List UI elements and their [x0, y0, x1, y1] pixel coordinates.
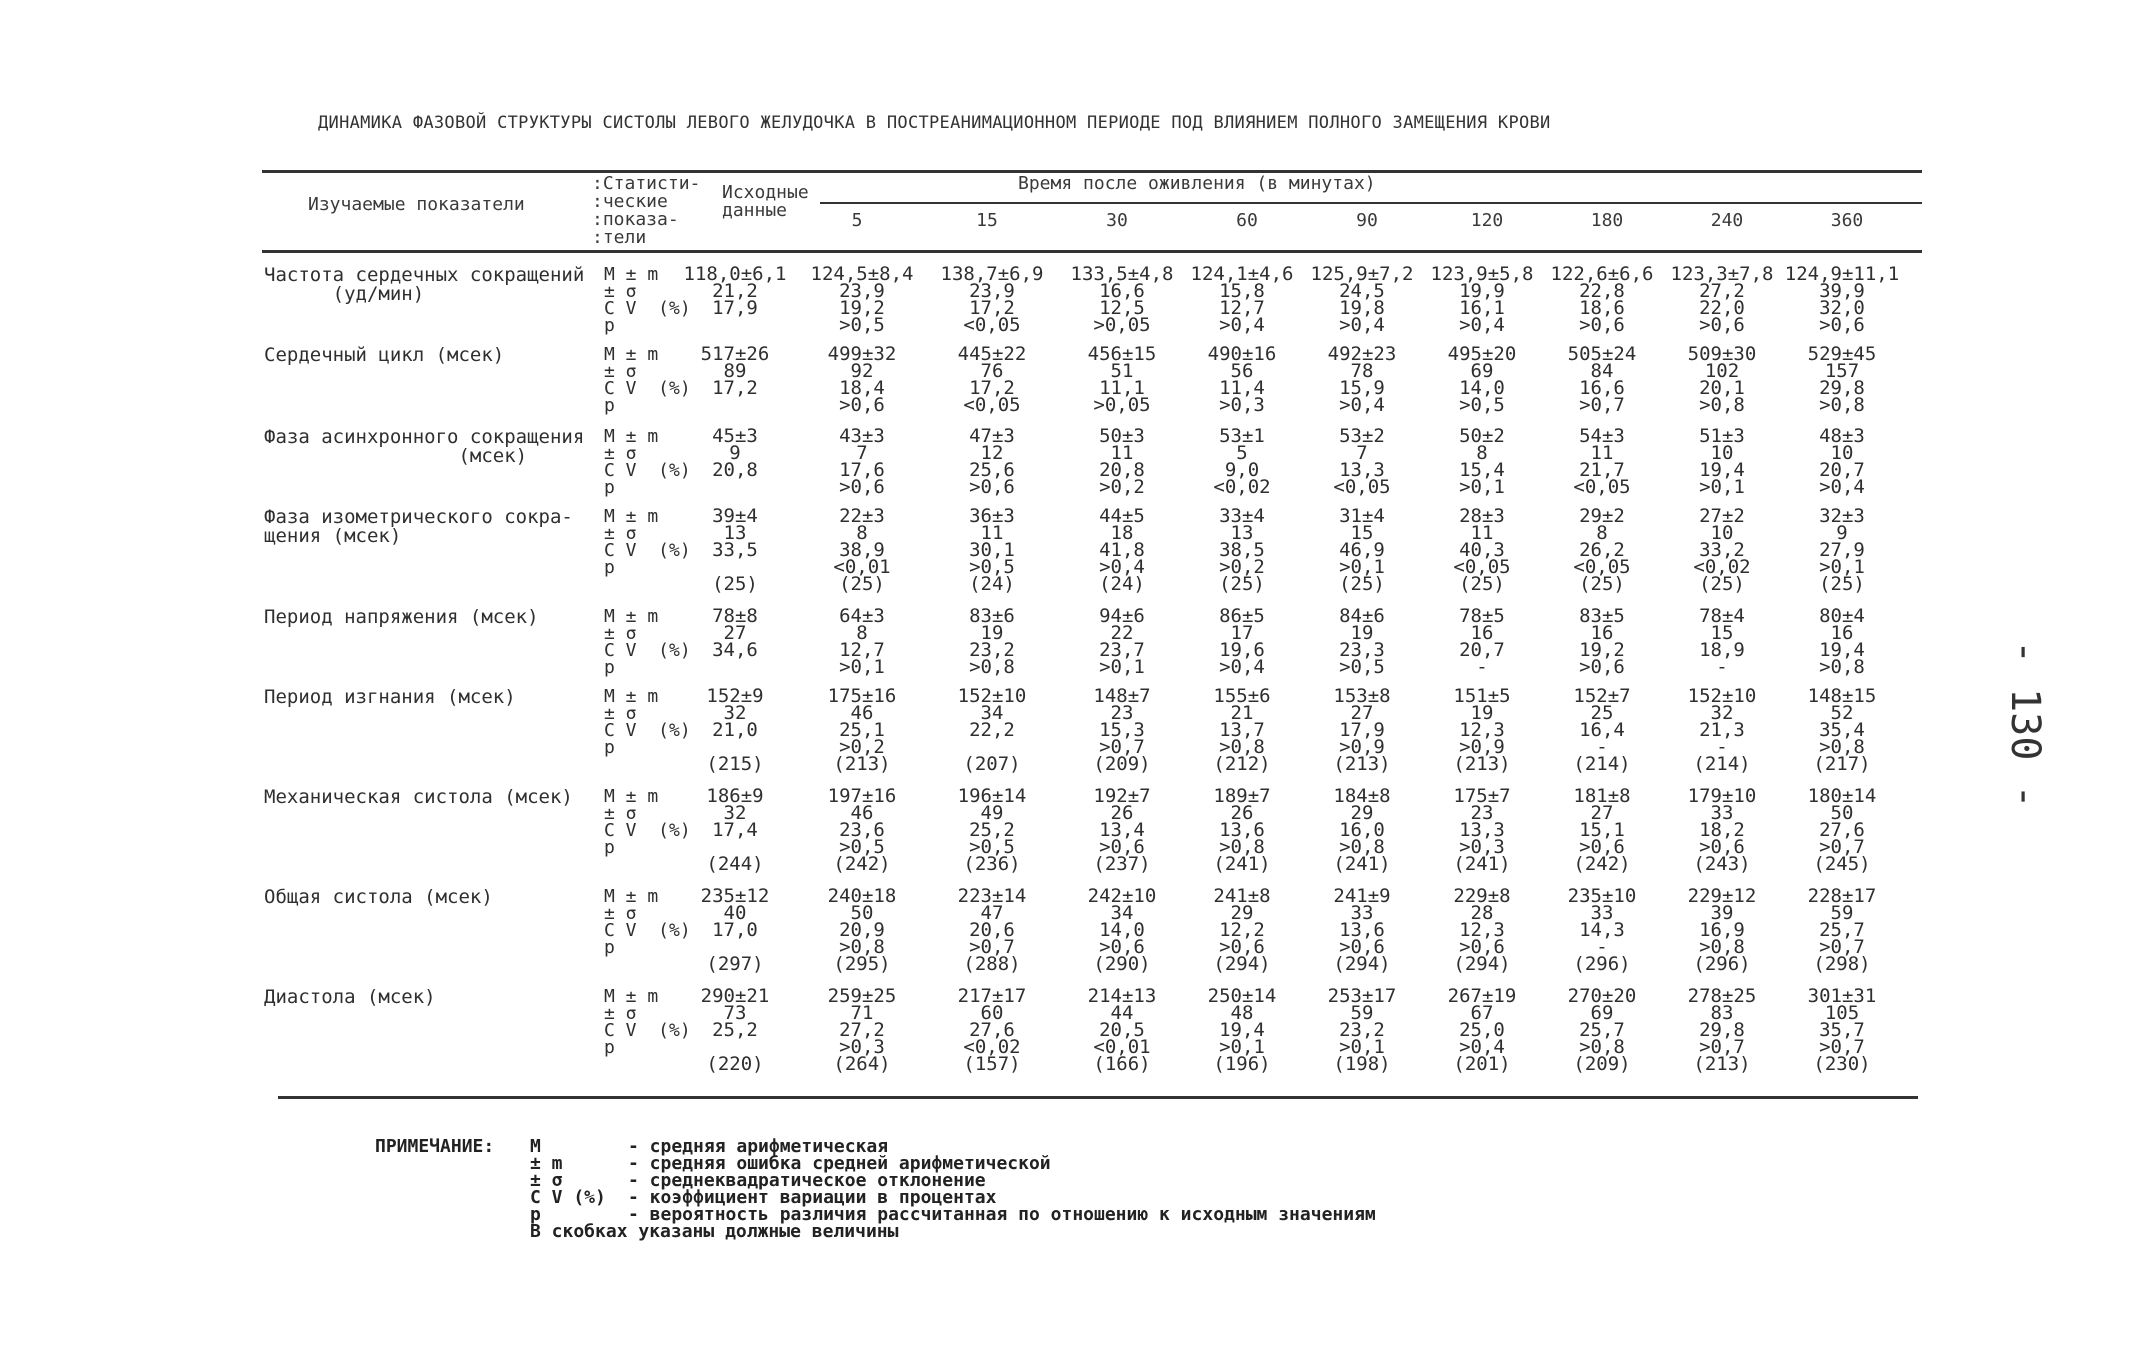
cell-time-value: 122,6±6,6 22,8 18,6 >0,6 [1550, 263, 1654, 336]
row-stat-labels: M ± m ± σ C V (%) p [604, 986, 691, 1058]
cell-time-value: 196±14 49 25,2 >0,5 (236) [957, 785, 1027, 875]
cell-time-value: 456±15 51 11,1 >0,05 [1087, 343, 1157, 416]
cell-time-value: 229±12 39 16,9 >0,8 (296) [1687, 885, 1757, 975]
row-stat-labels: M ± m ± σ C V (%) p [604, 886, 691, 958]
cell-time-value: 84±6 19 23,3 >0,5 [1339, 605, 1385, 678]
cell-time-value: 148±7 23 15,3 >0,7 (209) [1093, 685, 1151, 775]
cell-time-value: 27±2 10 33,2 <0,02 (25) [1693, 505, 1751, 595]
row-stat-labels: M ± m ± σ C V (%) p [604, 606, 691, 678]
cell-time-value: 184±8 29 16,0 >0,8 (241) [1333, 785, 1391, 875]
row-stat-labels: M ± m ± σ C V (%) p [604, 786, 691, 858]
cell-time-value: 123,3±7,8 27,2 22,0 >0,6 [1670, 263, 1774, 336]
cell-time-value: 235±10 33 14,3 - (296) [1567, 885, 1637, 975]
cell-time-value: 301±31 105 35,7 >0,7 (230) [1807, 985, 1877, 1075]
cell-baseline: 517±26 89 17,2 [700, 343, 770, 399]
cell-time-value: 152±10 32 21,3 - (214) [1687, 685, 1757, 775]
cell-time-value: 83±5 16 19,2 >0,6 [1579, 605, 1625, 678]
cell-time-value: 94±6 22 23,7 >0,1 [1099, 605, 1145, 678]
cell-time-value: 240±18 50 20,9 >0,8 (295) [827, 885, 897, 975]
cell-baseline: 235±12 40 17,0 (297) [700, 885, 770, 975]
cell-time-value: 179±10 33 18,2 >0,6 (243) [1687, 785, 1757, 875]
cell-baseline: 45±3 9 20,8 [712, 425, 758, 481]
page-number: - 130 - [2002, 640, 2048, 809]
table-title: ДИНАМИКА ФАЗОВОЙ СТРУКТУРЫ СИСТОЛЫ ЛЕВОГО ЖЕЛУДОЧКА В ПОСТРЕАНИМАЦИОННОМ ПЕРИОДЕ ПОД ВЛИЯНИЕМ ПОЛНОГО ЗАМЕЩЕНИЯ КРОВИ [318, 113, 1551, 133]
note-footer: В скобках указаны должные величины [530, 1221, 899, 1242]
cell-time-value: 78±4 15 18,9 - [1699, 605, 1745, 678]
cell-time-value: 51±3 10 19,4 >0,1 [1699, 425, 1745, 498]
header-time-5: 5 [851, 210, 863, 231]
note-label: ПРИМЕЧАНИЕ: [375, 1136, 495, 1157]
row-stat-labels: M ± m ± σ C V (%) p [604, 506, 691, 578]
header-time-15: 15 [976, 210, 998, 231]
row-stat-labels: M ± m ± σ C V (%) p [604, 344, 691, 416]
row-label: Механическая систола (мсек) [264, 786, 573, 808]
cell-time-value: 31±4 15 46,9 >0,1 (25) [1339, 505, 1385, 595]
header-time-240: 240 [1710, 210, 1744, 231]
header-param: Изучаемые показатели [308, 194, 525, 215]
row-stat-labels: M ± m ± σ C V (%) p [604, 264, 691, 336]
cell-time-value: 138,7±6,9 23,9 17,2 <0,05 [940, 263, 1044, 336]
cell-time-value: 50±3 11 20,8 >0,2 [1099, 425, 1145, 498]
cell-time-value: 445±22 76 17,2 <0,05 [957, 343, 1027, 416]
cell-time-value: 53±1 5 9,0 <0,02 [1213, 425, 1271, 498]
cell-baseline: 152±9 32 21,0 (215) [706, 685, 764, 775]
cell-time-value: 259±25 71 27,2 >0,3 (264) [827, 985, 897, 1075]
header-time-180: 180 [1590, 210, 1624, 231]
cell-time-value: 278±25 83 29,8 >0,7 (213) [1687, 985, 1757, 1075]
cell-time-value: 78±5 16 20,7 - [1459, 605, 1505, 678]
header-time-120: 120 [1470, 210, 1504, 231]
cell-time-value: 180±14 50 27,6 >0,7 (245) [1807, 785, 1877, 875]
cell-time-value: 153±8 27 17,9 >0,9 (213) [1333, 685, 1391, 775]
cell-time-value: 50±2 8 15,4 >0,1 [1459, 425, 1505, 498]
cell-baseline: 118,0±6,1 21,2 17,9 [683, 263, 787, 319]
header-time-group: Время после оживления (в минутах) [1018, 173, 1376, 194]
cell-time-value: 124,5±8,4 23,9 19,2 >0,5 [810, 263, 914, 336]
row-label: Частота сердечных сокращений (уд/мин) [264, 264, 585, 305]
cell-time-value: 48±3 10 20,7 >0,4 [1819, 425, 1865, 498]
cell-time-value: 33±4 13 38,5 >0,2 (25) [1219, 505, 1265, 595]
cell-time-value: 217±17 60 27,6 <0,02 (157) [957, 985, 1027, 1075]
cell-time-value: 32±3 9 27,9 >0,1 (25) [1819, 505, 1865, 595]
cell-time-value: 242±10 34 14,0 >0,6 (290) [1087, 885, 1157, 975]
cell-time-value: 505±24 84 16,6 >0,7 [1567, 343, 1637, 416]
cell-time-value: 181±8 27 15,1 >0,6 (242) [1573, 785, 1631, 875]
cell-time-value: 241±8 29 12,2 >0,6 (294) [1213, 885, 1271, 975]
row-label: Период напряжения (мсек) [264, 606, 539, 628]
cell-time-value: 54±3 11 21,7 <0,05 [1573, 425, 1631, 498]
cell-time-value: 270±20 69 25,7 >0,8 (209) [1567, 985, 1637, 1075]
note-symbols: M ± m ± σ C V (%) p [530, 1136, 606, 1225]
row-label: Период изгнания (мсек) [264, 686, 516, 708]
cell-time-value: 499±32 92 18,4 >0,6 [827, 343, 897, 416]
cell-time-value: 529±45 157 29,8 >0,8 [1807, 343, 1877, 416]
header-bottom-rule [262, 250, 1922, 253]
cell-time-value: 80±4 16 19,4 >0,8 [1819, 605, 1865, 678]
cell-time-value: 28±3 11 40,3 <0,05 (25) [1453, 505, 1511, 595]
cell-time-value: 189±7 26 13,6 >0,8 (241) [1213, 785, 1271, 875]
cell-time-value: 43±3 7 17,6 >0,6 [839, 425, 885, 498]
cell-time-value: 29±2 8 26,2 <0,05 (25) [1573, 505, 1631, 595]
cell-time-value: 490±16 56 11,4 >0,3 [1207, 343, 1277, 416]
cell-time-value: 123,9±5,8 19,9 16,1 >0,4 [1430, 263, 1534, 336]
cell-time-value: 124,1±4,6 15,8 12,7 >0,4 [1190, 263, 1294, 336]
cell-time-value: 152±10 34 22,2 (207) [957, 685, 1027, 775]
cell-time-value: 124,9±11,1 39,9 32,0 >0,6 [1784, 263, 1900, 336]
cell-time-value: 229±8 28 12,3 >0,6 (294) [1453, 885, 1511, 975]
cell-time-value: 64±3 8 12,7 >0,1 [839, 605, 885, 678]
cell-baseline: 186±9 32 17,4 (244) [706, 785, 764, 875]
header-stat: :Статисти- :ческие :показа- :тели [592, 173, 701, 248]
cell-time-value: 36±3 11 30,1 >0,5 (24) [969, 505, 1015, 595]
note-texts: - средняя арифметическая - средняя ошибка средней арифметической - среднеквадратическое отклонение - коэффициент вариации в процентах - вероятность различия рассчитанная по отношению к исходным значениям [628, 1136, 1376, 1225]
cell-time-value: 53±2 7 13,3 <0,05 [1333, 425, 1391, 498]
row-label: Общая систола (мсек) [264, 886, 493, 908]
cell-baseline: 290±21 73 25,2 (220) [700, 985, 770, 1075]
cell-time-value: 152±7 25 16,4 - (214) [1573, 685, 1631, 775]
cell-time-value: 148±15 52 35,4 >0,8 (217) [1807, 685, 1877, 775]
row-stat-labels: M ± m ± σ C V (%) p [604, 426, 691, 498]
cell-time-value: 151±5 19 12,3 >0,9 (213) [1453, 685, 1511, 775]
row-label: Диастола (мсек) [264, 986, 436, 1008]
cell-time-value: 175±16 46 25,1 >0,2 (213) [827, 685, 897, 775]
header-time-30: 30 [1106, 210, 1128, 231]
row-label: Сердечный цикл (мсек) [264, 344, 505, 366]
cell-baseline: 39±4 13 33,5 (25) [712, 505, 758, 595]
header-time-90: 90 [1356, 210, 1378, 231]
time-header-rule [820, 202, 1922, 204]
cell-time-value: 267±19 67 25,0 >0,4 (201) [1447, 985, 1517, 1075]
cell-time-value: 495±20 69 14,0 >0,5 [1447, 343, 1517, 416]
cell-time-value: 509±30 102 20,1 >0,8 [1687, 343, 1757, 416]
cell-time-value: 192±7 26 13,4 >0,6 (237) [1093, 785, 1151, 875]
cell-time-value: 175±7 23 13,3 >0,3 (241) [1453, 785, 1511, 875]
cell-time-value: 250±14 48 19,4 >0,1 (196) [1207, 985, 1277, 1075]
cell-time-value: 155±6 21 13,7 >0,8 (212) [1213, 685, 1271, 775]
row-label: Фаза изометрического сокра- щения (мсек) [264, 506, 573, 547]
cell-time-value: 253±17 59 23,2 >0,1 (198) [1327, 985, 1397, 1075]
row-stat-labels: M ± m ± σ C V (%) p [604, 686, 691, 758]
cell-time-value: 197±16 46 23,6 >0,5 (242) [827, 785, 897, 875]
cell-time-value: 125,9±7,2 24,5 19,8 >0,4 [1310, 263, 1414, 336]
row-label: Фаза асинхронного сокращения (мсек) [264, 426, 585, 467]
cell-time-value: 492±23 78 15,9 >0,4 [1327, 343, 1397, 416]
header-baseline: Исходные данные [722, 182, 809, 221]
bottom-rule [278, 1096, 1918, 1099]
cell-time-value: 47±3 12 25,6 >0,6 [969, 425, 1015, 498]
cell-time-value: 223±14 47 20,6 >0,7 (288) [957, 885, 1027, 975]
cell-time-value: 214±13 44 20,5 <0,01 (166) [1087, 985, 1157, 1075]
cell-time-value: 86±5 17 19,6 >0,4 [1219, 605, 1265, 678]
header-time-360: 360 [1830, 210, 1864, 231]
cell-time-value: 44±5 18 41,8 >0,4 (24) [1099, 505, 1145, 595]
cell-time-value: 22±3 8 38,9 <0,01 (25) [833, 505, 891, 595]
header-time-60: 60 [1236, 210, 1258, 231]
cell-time-value: 228±17 59 25,7 >0,7 (298) [1807, 885, 1877, 975]
cell-baseline: 78±8 27 34,6 [712, 605, 758, 661]
cell-time-value: 241±9 33 13,6 >0,6 (294) [1333, 885, 1391, 975]
cell-time-value: 133,5±4,8 16,6 12,5 >0,05 [1070, 263, 1174, 336]
cell-time-value: 83±6 19 23,2 >0,8 [969, 605, 1015, 678]
